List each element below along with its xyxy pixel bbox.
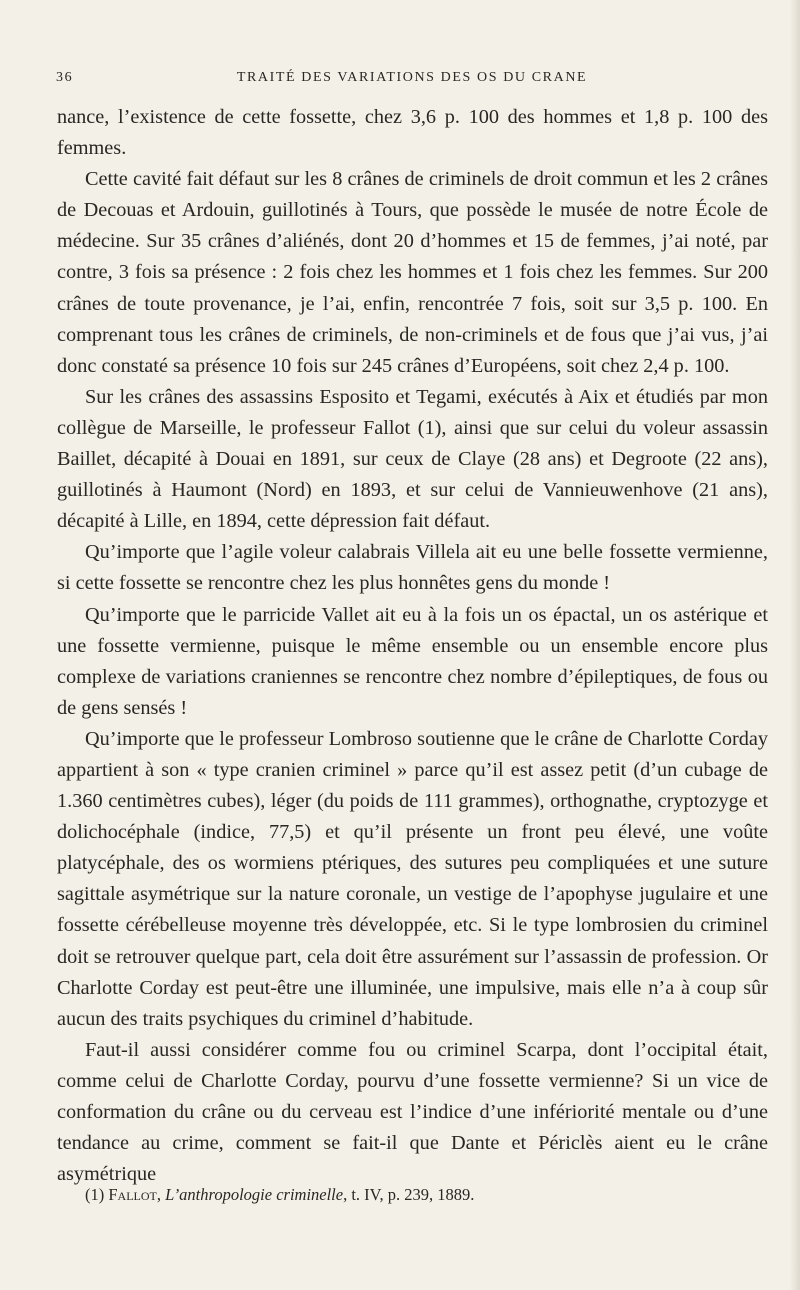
- page-number: 36: [56, 70, 74, 85]
- footnote-author: Fallot: [108, 1185, 157, 1204]
- paragraph: Faut-il aussi considérer comme fou ou criminel Scarpa, dont l’occipital était, comme celui de Charlotte Corday, pourvu d’une fossette vermienne? Si un vice de conformation du crâne ou du cerveau est l’indice d’une infériorité mentale ou d’une tendance au crime, comment se fait-il que Dante et Périclès aient eu le crâne asymétrique: [57, 1038, 768, 1186]
- paragraph: Qu’importe que le professeur Lombroso soutienne que le crâne de Charlotte Corday appartient à son « type cranien criminel » parce qu’il est assez petit (d’un cubage de 1.360 centimètres cubes), léger (du poids de 111 grammes), orthognathe, cryptozyge et dolichocéphale (indice, 77,5) et qu’il présente un front peu élevé, une voûte platycéphale, des os wormiens ptériques, des sutures peu compliquées et une suture sagittale asymétrique sur la nature coronale, un vestige de l’apophyse jugulaire et une fossette cérébelleuse moyenne très développée, etc. Si le type lombrosien du criminel doit se retrouver quelque part, cela doit être assurément sur l’assassin de profession. Or Charlotte Corday est peut-être une illuminée, une impulsive, mais elle n’a à coup sûr aucun des traits psychiques du criminel d’habitude.: [57, 727, 768, 1030]
- footnote-separator: ,: [156, 1185, 161, 1204]
- footnote-title: L’anthropologie criminelle: [165, 1185, 344, 1204]
- paragraph: Sur les crânes des assassins Esposito et Tegami, exécutés à Aix et étudiés par mon collègue de Marseille, le professeur Fallot (1), ainsi que sur celui du voleur assassin Baillet, décapité à Douai en 1891, sur ceux de Claye (28 ans) et Degroote (22 ans), guillotinés à Haumont (Nord) en 1893, et sur celui de Vannieuwenhove (21 ans), décapité à Lille, en 1894, cette dépression fait défaut.: [57, 385, 768, 533]
- body-text: [57, 102, 768, 1190]
- paragraph: Qu’importe que l’agile voleur calabrais Villela ait eu une belle fossette vermienne, si cette fossette se rencontre chez les plus honnêtes gens du monde !: [57, 541, 768, 595]
- footnote: [85, 1184, 768, 1206]
- footnote-details: , t. IV, p. 239, 1889.: [343, 1185, 475, 1204]
- paragraph: Qu’importe que le parricide Vallet ait eu à la fois un os épactal, un os astérique et une fossette vermienne, puisque le même ensemble ou un ensemble encore plus complexe de variations craniennes se rencontre chez nombre d’épileptiques, de fous ou de gens sensés !: [57, 603, 768, 719]
- footnote-marker: (1): [85, 1185, 105, 1204]
- paragraph: Cette cavité fait défaut sur les 8 crânes de criminels de droit commun et les 2 crânes de Decouas et Ardouin, guillotinés à Tours, que possède le musée de notre École de médecine. Sur 35 crânes d’aliénés, dont 20 d’hommes et 15 de femmes, j’ai noté, par contre, 3 fois sa présence : 2 fois chez les hommes et 1 fois chez les femmes. Sur 200 crânes de toute provenance, je l’ai, enfin, rencontrée 7 fois, soit sur 3,5 p. 100. En comprenant tous les crânes de criminels, de non-criminels et de fous que j’ai vus, j’ai donc constaté sa présence 10 fois sur 245 crânes d’Européens, soit chez 2,4 p. 100.: [57, 168, 768, 377]
- page-edge-shadow: [790, 0, 800, 1290]
- running-title: TRAITÉ DES VARIATIONS DES OS DU CRANE: [236, 70, 588, 85]
- paragraph-continued: nance, l’existence de cette fossette, chez 3,6 p. 100 des hommes et 1,8 p. 100 des femmes.: [57, 106, 768, 160]
